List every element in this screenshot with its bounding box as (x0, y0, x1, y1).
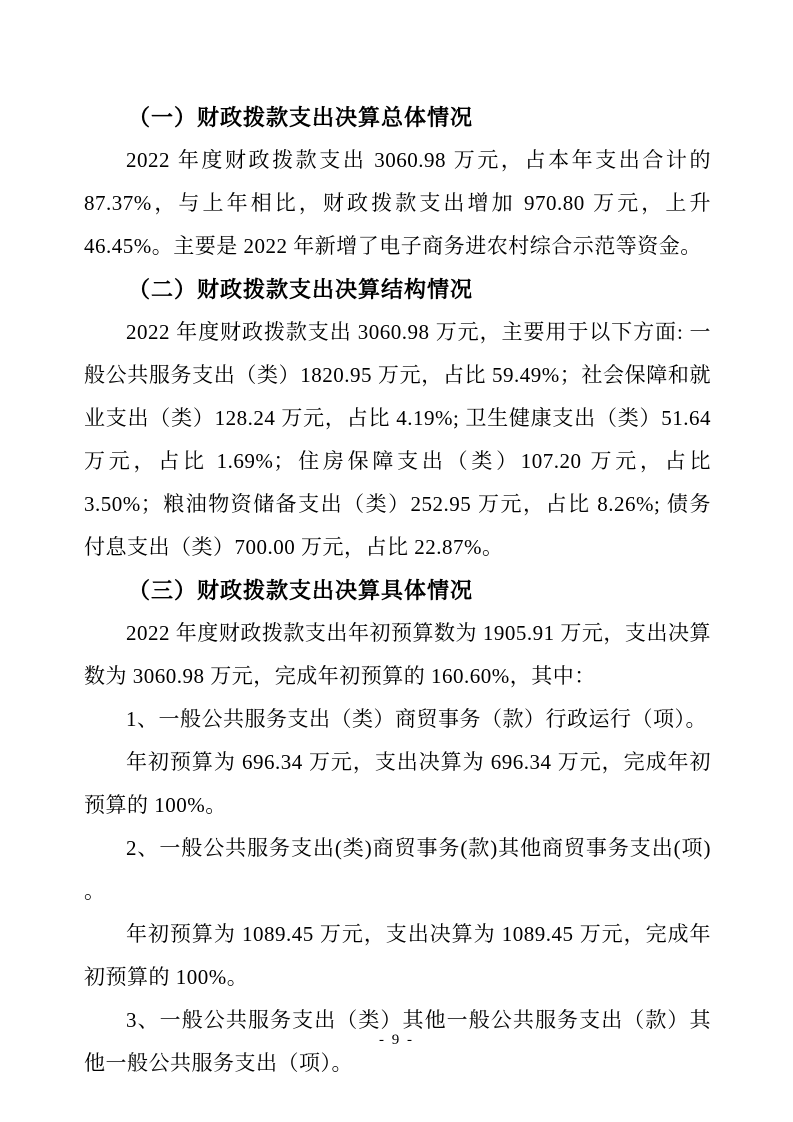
section-3-item-1-detail: 年初预算为 696.34 万元，支出决算为 696.34 万元，完成年初预算的 100%。 (84, 750, 711, 817)
section-3-item-2: 2、一般公共服务支出(类)商贸事务(款)其他商贸事务支出(项) 。 (84, 836, 711, 903)
section-3-item-1: 1、一般公共服务支出（类）商贸事务（款）行政运行（项）。 (126, 707, 707, 731)
document-body (84, 96, 711, 1085)
section-3-item-2-detail: 年初预算为 1089.45 万元，支出决算为 1089.45 万元，完成年初预算的 100%。 (84, 922, 711, 989)
section-3-heading: （三）财政拨款支出决算具体情况 (128, 578, 474, 603)
section-2-paragraph: 2022 年度财政拨款支出 3060.98 万元，主要用于以下方面: 一般公共服务支出（类）1820.95 万元，占比 59.49%；社会保障和就业支出（类）128.24 万元，占比 4.19%; 卫生健康支出（类）51.64 万元，占比 1.69%；住房保障支出（类）107.20 万元，占比 3.50%；粮油物资储备支出（类）252.95 万元，占比 8.26%; 债务付息支出（类）700.00 万元，占比 22.87%。 (84, 320, 711, 559)
section-3-item-3: 3、一般公共服务支出（类）其他一般公共服务支出（款）其他一般公共服务支出（项）。 (84, 1008, 711, 1075)
section-2-heading: （二）财政拨款支出决算结构情况 (128, 277, 474, 302)
section-3-intro-paragraph: 2022 年度财政拨款支出年初预算数为 1905.91 万元，支出决算数为 3060.98 万元，完成年初预算的 160.60%，其中： (84, 621, 711, 688)
section-1-heading: （一）财政拨款支出决算总体情况 (128, 105, 474, 130)
section-1-paragraph: 2022 年度财政拨款支出 3060.98 万元，占本年支出合计的 87.37%，与上年相比，财政拨款支出增加 970.80 万元，上升 46.45%。主要是 2022 年新增了电子商务进农村综合示范等资金。 (84, 148, 711, 258)
page-number: - 9 - (379, 1032, 414, 1048)
